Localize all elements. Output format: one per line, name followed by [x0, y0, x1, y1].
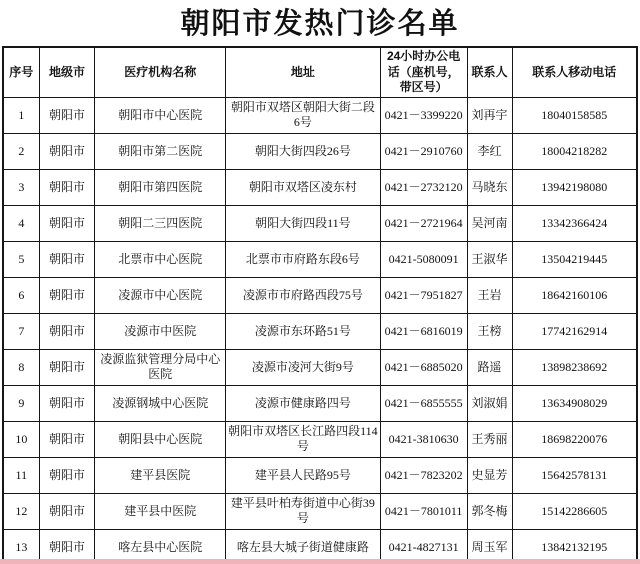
table-cell: 朝阳县中心医院 [95, 421, 226, 457]
table-cell: 0421－2732120 [380, 169, 467, 205]
table-row [3, 457, 637, 493]
table-cell: 朝阳市 [39, 529, 95, 564]
table-cell: 朝阳市 [39, 205, 95, 241]
table-cell: 朝阳市第四医院 [95, 169, 226, 205]
table-cell: 0421－7823202 [380, 457, 467, 493]
table-cell: 凌源监狱管理分局中心医院 [95, 349, 226, 385]
table-cell: 马晓东 [467, 169, 512, 205]
table-cell: 北票市中心医院 [95, 241, 226, 277]
header-city: 地级市 [39, 47, 95, 97]
header-org: 医疗机构名称 [95, 47, 226, 97]
table-cell: 1 [3, 97, 39, 133]
header-row [3, 47, 637, 97]
table-cell: 朝阳市双塔区朝阳大街二段6号 [226, 97, 381, 133]
table-cell: 王榜 [467, 313, 512, 349]
table-cell: 13 [3, 529, 39, 564]
table-cell: 朝阳市中心医院 [95, 97, 226, 133]
table-cell: 凌源市市府路西段75号 [226, 277, 381, 313]
table-cell: 朝阳市 [39, 493, 95, 529]
table-header [3, 47, 637, 97]
table-cell: 13842132195 [512, 529, 637, 564]
table-cell: 朝阳市 [39, 349, 95, 385]
table-cell: 18698220076 [512, 421, 637, 457]
table-cell: 凌源市东环路51号 [226, 313, 381, 349]
table-row [3, 133, 637, 169]
table-cell: 0421-3810630 [380, 421, 467, 457]
table-cell: 朝阳市 [39, 421, 95, 457]
table-cell: 2 [3, 133, 39, 169]
table-cell: 0421－6885020 [380, 349, 467, 385]
table-row [3, 313, 637, 349]
table-cell: 朝阳大街四段11号 [226, 205, 381, 241]
header-index: 序号 [3, 47, 39, 97]
table-cell: 13504219445 [512, 241, 637, 277]
table-row [3, 97, 637, 133]
table-cell: 凌源市凌河大街9号 [226, 349, 381, 385]
table-row [3, 277, 637, 313]
table-row [3, 241, 637, 277]
table-cell: 6 [3, 277, 39, 313]
table-cell: 刘淑娟 [467, 385, 512, 421]
table-cell: 王岩 [467, 277, 512, 313]
table-cell: 0421－2910760 [380, 133, 467, 169]
fever-clinic-table [2, 46, 638, 564]
table-cell: 朝阳市 [39, 385, 95, 421]
table-cell: 朝阳市 [39, 169, 95, 205]
table-cell: 刘再宇 [467, 97, 512, 133]
table-cell: 建平县叶柏寿街道中心街39号 [226, 493, 381, 529]
table-cell: 朝阳市双塔区凌东村 [226, 169, 381, 205]
table-cell: 朝阳大街四段26号 [226, 133, 381, 169]
table-cell: 0421－7951827 [380, 277, 467, 313]
table-cell: 路遥 [467, 349, 512, 385]
table-cell: 13898238692 [512, 349, 637, 385]
table-row [3, 205, 637, 241]
page-title: 朝阳市发热门诊名单 [180, 8, 460, 40]
table-cell: 3 [3, 169, 39, 205]
table-cell: 0421-5080091 [380, 241, 467, 277]
table-cell: 朝阳市 [39, 313, 95, 349]
table-cell: 朝阳市 [39, 277, 95, 313]
table-cell: 9 [3, 385, 39, 421]
header-phone: 24小时办公电话（座机号，带区号） [380, 47, 467, 97]
table-cell: 朝阳市 [39, 241, 95, 277]
table-cell: 凌源市中医院 [95, 313, 226, 349]
table-row [3, 169, 637, 205]
table-cell: 郭冬梅 [467, 493, 512, 529]
table-cell: 建平县中医院 [95, 493, 226, 529]
table-cell: 0421－6855555 [380, 385, 467, 421]
table-cell: 15642578131 [512, 457, 637, 493]
table-cell: 15142286605 [512, 493, 637, 529]
table-cell: 0421-4827131 [380, 529, 467, 564]
table-cell: 王淑华 [467, 241, 512, 277]
table-cell: 朝阳市 [39, 457, 95, 493]
table-cell: 凌源钢城中心医院 [95, 385, 226, 421]
table-cell: 王秀丽 [467, 421, 512, 457]
table-cell: 史显芳 [467, 457, 512, 493]
table-row [3, 493, 637, 529]
header-mobile: 联系人移动电话 [512, 47, 637, 97]
table-cell: 10 [3, 421, 39, 457]
table-cell: 北票市市府路东段6号 [226, 241, 381, 277]
table-cell: 11 [3, 457, 39, 493]
table-cell: 朝阳市第二医院 [95, 133, 226, 169]
table-cell: 周玉军 [467, 529, 512, 564]
table-cell: 12 [3, 493, 39, 529]
table-cell: 李红 [467, 133, 512, 169]
table-cell: 凌源市中心医院 [95, 277, 226, 313]
table-cell: 朝阳市 [39, 133, 95, 169]
table-cell: 0421－2721964 [380, 205, 467, 241]
table-cell: 18004218282 [512, 133, 637, 169]
table-cell: 喀左县大城子街道健康路 [226, 529, 381, 564]
table-row [3, 385, 637, 421]
header-addr: 地址 [226, 47, 381, 97]
table-cell: 7 [3, 313, 39, 349]
table-cell: 凌源市健康路四号 [226, 385, 381, 421]
table-row [3, 421, 637, 457]
table-row [3, 349, 637, 385]
table-cell: 4 [3, 205, 39, 241]
table-cell: 13634908029 [512, 385, 637, 421]
table-cell: 吴河南 [467, 205, 512, 241]
table-cell: 0421－6816019 [380, 313, 467, 349]
table-cell: 18040158585 [512, 97, 637, 133]
table-cell: 13342366424 [512, 205, 637, 241]
table-cell: 0421－7801011 [380, 493, 467, 529]
table-cell: 18642160106 [512, 277, 637, 313]
table-cell: 建平县人民路95号 [226, 457, 381, 493]
table-cell: 喀左县中心医院 [95, 529, 226, 564]
table-cell: 8 [3, 349, 39, 385]
table-cell: 13942198080 [512, 169, 637, 205]
header-contact: 联系人 [467, 47, 512, 97]
table-cell: 5 [3, 241, 39, 277]
table-cell: 17742162914 [512, 313, 637, 349]
table-cell: 朝阳市双塔区长江路四段114号 [226, 421, 381, 457]
table-cell: 0421－3399220 [380, 97, 467, 133]
table-cell: 朝阳二三四医院 [95, 205, 226, 241]
bottom-pink-strip [0, 559, 640, 564]
table-cell: 建平县医院 [95, 457, 226, 493]
table-cell: 朝阳市 [39, 97, 95, 133]
table-body [3, 97, 637, 564]
